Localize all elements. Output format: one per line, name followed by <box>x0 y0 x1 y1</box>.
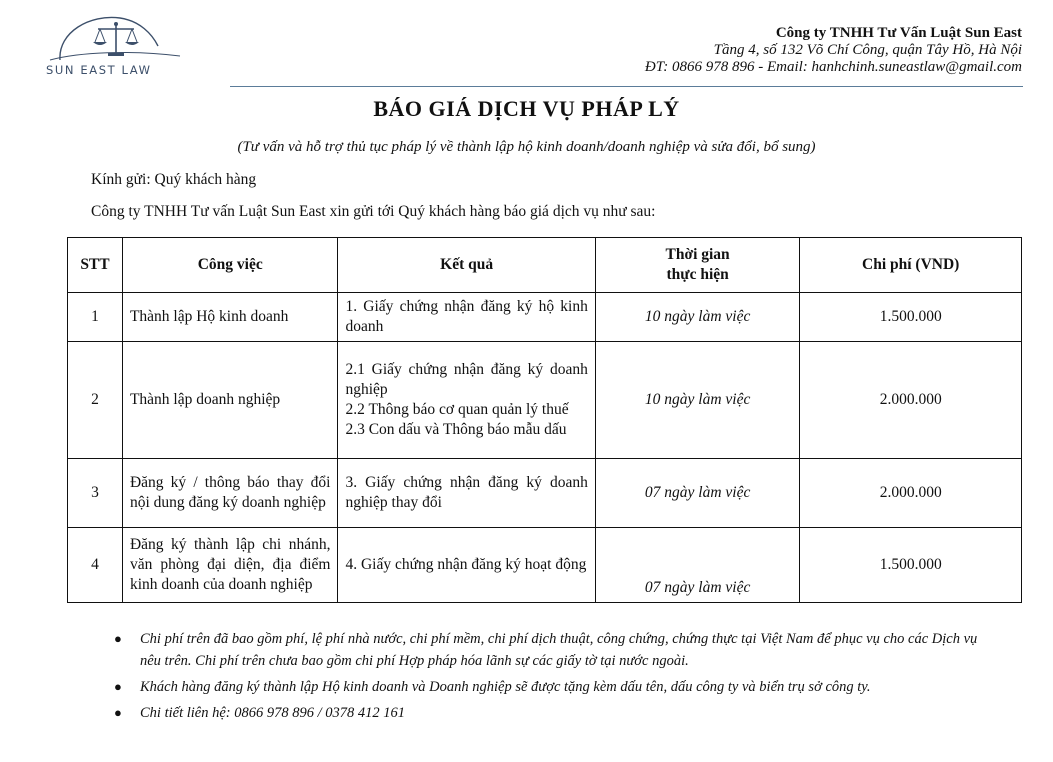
document-title: BÁO GIÁ DỊCH VỤ PHÁP LÝ <box>373 96 680 121</box>
document-subtitle: (Tư vấn và hỗ trợ thủ tục pháp lý về thành lập hộ kinh doanh/doanh nghiệp và sửa đổi, bổ sung) <box>237 139 816 155</box>
result-item: 2.2 Thông báo cơ quan quản lý thuế <box>345 401 569 418</box>
result-item: 3. Giấy chứng nhận đăng ký doanh nghiệp thay đổi <box>345 474 588 511</box>
table-row <box>68 459 1022 528</box>
row-job: Thành lập Hộ kinh doanh <box>122 293 338 342</box>
header-job: Công việc <box>122 238 338 293</box>
row-result <box>338 342 595 459</box>
header-cost: Chi phí (VND) <box>800 238 1022 293</box>
note-item <box>114 628 978 672</box>
notes-list <box>114 628 978 728</box>
note-text: Khách hàng đăng ký thành lập Hộ kinh doanh và Doanh nghiệp sẽ được tặng kèm dấu tên, dấu công ty và biển trụ sở công ty. <box>140 679 871 695</box>
header-divider <box>230 86 1023 87</box>
header-time <box>595 238 800 293</box>
company-contact: ĐT: 0866 978 896 - Email: hanhchinh.suneastlaw@gmail.com <box>644 59 1022 75</box>
table-row <box>68 528 1022 603</box>
scales-of-justice-icon <box>40 12 190 66</box>
company-address: Tầng 4, số 132 Võ Chí Công, quận Tây Hồ, Hà Nội <box>713 42 1022 58</box>
row-cost: 1.500.000 <box>800 293 1022 342</box>
note-item <box>114 676 978 698</box>
table-row <box>68 293 1022 342</box>
row-time: 07 ngày làm việc <box>595 459 800 528</box>
header-time-line1: Thời gian <box>665 246 730 263</box>
company-name: Công ty TNHH Tư Vấn Luật Sun East <box>775 25 1022 41</box>
result-item: 2.1 Giấy chứng nhận đăng ký doanh nghiệp <box>345 361 588 398</box>
row-stt: 3 <box>68 459 123 528</box>
company-logo <box>40 12 190 80</box>
quote-table <box>67 237 1022 603</box>
header-time-line2: thực hiện <box>666 266 729 283</box>
row-stt: 4 <box>68 528 123 603</box>
row-cost: 2.000.000 <box>800 342 1022 459</box>
row-result <box>338 528 595 603</box>
row-stt: 1 <box>68 293 123 342</box>
row-time: 10 ngày làm việc <box>595 293 800 342</box>
note-text: Chi phí trên đã bao gồm phí, lệ phí nhà nước, chi phí mềm, chi phí dịch thuật, công chứng, chứng thực tại Việt Nam để phục vụ cho các Dịch vụ nêu trên. Chi phí trên chưa bao gồm chi phí Hợp pháp hóa lãnh sự các giấy tờ tại nước ngoài. <box>140 631 978 669</box>
row-result <box>338 459 595 528</box>
row-job: Thành lập doanh nghiệp <box>122 342 338 459</box>
bullet-icon: ● <box>114 631 122 646</box>
header-result: Kết quả <box>338 238 595 293</box>
row-time: 07 ngày làm việc <box>595 528 800 603</box>
row-cost: 1.500.000 <box>800 528 1022 603</box>
row-stt: 2 <box>68 342 123 459</box>
note-item <box>114 702 978 724</box>
row-cost: 2.000.000 <box>800 459 1022 528</box>
logo-wordmark: SUN EAST LAW <box>46 63 152 77</box>
bullet-icon: ● <box>114 705 122 720</box>
bullet-icon: ● <box>114 679 122 694</box>
row-result <box>338 293 595 342</box>
note-text: Chi tiết liên hệ: 0866 978 896 / 0378 412 161 <box>140 705 406 721</box>
header-stt: STT <box>68 238 123 293</box>
result-item: 1. Giấy chứng nhận đăng ký hộ kinh doanh <box>345 298 588 335</box>
row-job: Đăng ký thành lập chi nhánh, văn phòng đại diện, địa điểm kinh doanh của doanh nghiệp <box>122 528 338 603</box>
row-time: 10 ngày làm việc <box>595 342 800 459</box>
table-header-row <box>68 238 1022 293</box>
company-info <box>645 25 1022 76</box>
greeting: Kính gửi: Quý khách hàng <box>91 171 257 188</box>
table-row <box>68 342 1022 459</box>
result-item: 2.3 Con dấu và Thông báo mẫu dấu <box>345 421 567 438</box>
result-item: 4. Giấy chứng nhận đăng ký hoạt động <box>345 556 587 573</box>
intro-text: Công ty TNHH Tư vấn Luật Sun East xin gửi tới Quý khách hàng báo giá dịch vụ như sau: <box>91 203 656 220</box>
row-job: Đăng ký / thông báo thay đổi nội dung đăng ký doanh nghiệp <box>122 459 338 528</box>
